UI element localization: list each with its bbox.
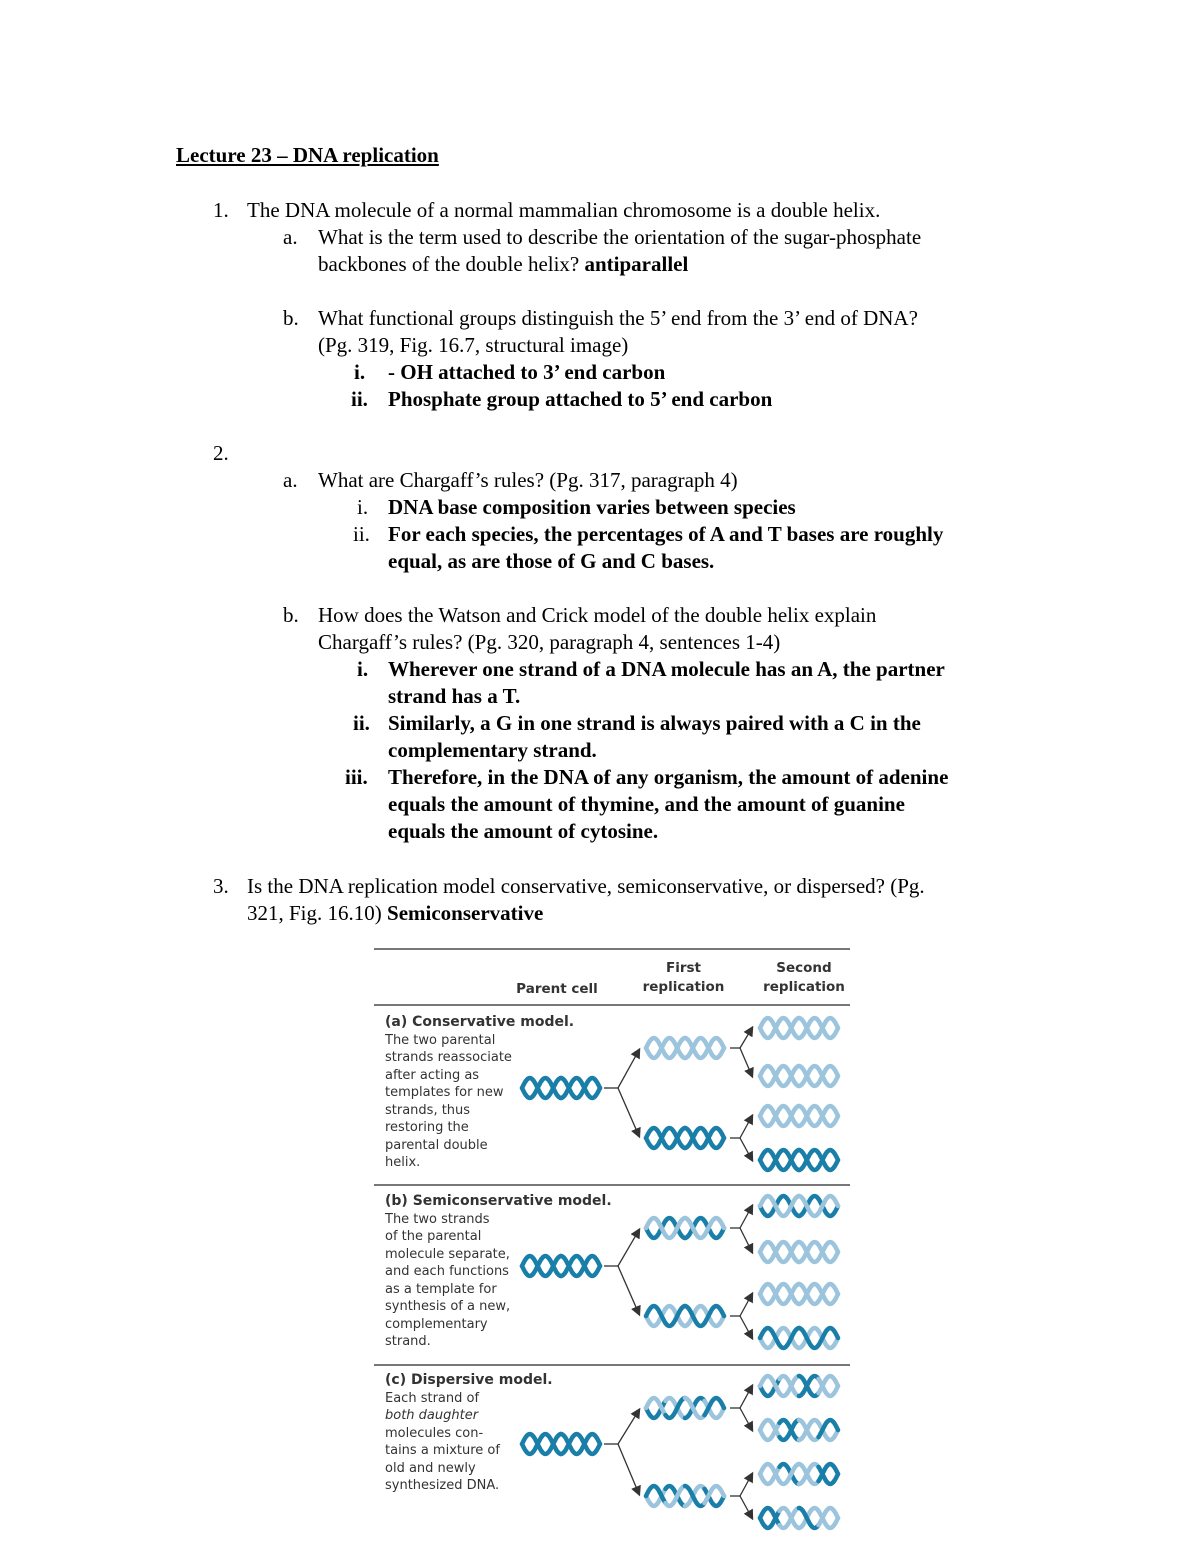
q2b-answer-3-line1: Therefore, in the DNA of any organism, the amount of adenine bbox=[388, 765, 949, 789]
q2a-line1: What are Chargaff’s rules? (Pg. 317, paragraph 4) bbox=[318, 468, 738, 492]
q3-line2: 321, Fig. 16.10) Semiconservative bbox=[247, 901, 544, 925]
q2b-answer-1-line2: strand has a T. bbox=[388, 684, 521, 708]
page-title: Lecture 23 – DNA replication bbox=[176, 143, 439, 167]
dna-helix bbox=[760, 1018, 838, 1038]
dna-helix bbox=[760, 1106, 838, 1126]
dna-helix bbox=[760, 1150, 838, 1170]
model-c-line: tains a mixture of bbox=[385, 1443, 500, 1458]
q1b-answer-1: - OH attached to 3’ end carbon bbox=[388, 360, 666, 384]
branch-arrow bbox=[740, 1228, 752, 1252]
dna-helix bbox=[760, 1066, 838, 1086]
q2b-answer-2-line2: complementary strand. bbox=[388, 738, 597, 762]
branch-arrow bbox=[740, 1496, 752, 1518]
q1b-answer-2-num: ii. bbox=[351, 387, 368, 411]
model-b-line: The two strands bbox=[385, 1211, 490, 1227]
branch-arrow bbox=[618, 1088, 639, 1136]
q1-number: 1. bbox=[213, 198, 229, 222]
model-a-label: (a) Conservative model. bbox=[385, 1014, 575, 1030]
q2b-line1: How does the Watson and Crick model of the double helix explain bbox=[318, 603, 877, 627]
q2a-letter: a. bbox=[283, 468, 298, 492]
dna-helix bbox=[522, 1078, 600, 1098]
branch-arrow bbox=[618, 1050, 639, 1088]
branch-arrow bbox=[740, 1048, 752, 1076]
replication-models-figure bbox=[374, 948, 850, 1538]
branch-arrow bbox=[740, 1386, 752, 1408]
dna-helix bbox=[760, 1464, 838, 1484]
model-a-line: restoring the bbox=[385, 1120, 469, 1135]
q2a-answer-2-num: ii. bbox=[353, 522, 370, 546]
model-a-line: helix. bbox=[385, 1155, 421, 1170]
model-b-line: synthesis of a new, bbox=[385, 1299, 511, 1314]
model-c-line: molecules con- bbox=[385, 1425, 484, 1441]
branch-arrow bbox=[740, 1294, 752, 1316]
model-b-line: as a template for bbox=[385, 1281, 497, 1297]
q2a-answer-2-line2: equal, as are those of G and C bases. bbox=[388, 549, 715, 573]
replication-diagram bbox=[374, 948, 850, 1538]
branch-arrow bbox=[740, 1206, 752, 1228]
model-a-line: templates for new bbox=[385, 1085, 504, 1100]
model-c-line: Each strand of bbox=[385, 1390, 480, 1406]
header-parent-cell: Parent cell bbox=[516, 981, 598, 997]
header-first-replication-l2: replication bbox=[642, 979, 725, 995]
model-a-line: strands reassociate bbox=[385, 1050, 512, 1065]
dna-helix bbox=[646, 1306, 724, 1326]
dna-helix bbox=[760, 1420, 838, 1440]
dna-helix bbox=[646, 1038, 724, 1058]
model-b-line: of the parental bbox=[385, 1229, 482, 1244]
q2a-answer-1: DNA base composition varies between species bbox=[388, 495, 796, 519]
q3-answer: Semiconservative bbox=[387, 901, 544, 925]
dna-helix bbox=[646, 1486, 724, 1506]
q2b-line2: Chargaff’s rules? (Pg. 320, paragraph 4, sentences 1-4) bbox=[318, 630, 781, 654]
dna-helix bbox=[760, 1196, 838, 1216]
q2b-answer-3-line3: equals the amount of cytosine. bbox=[388, 819, 659, 843]
model-c-line: synthesized DNA. bbox=[385, 1478, 500, 1493]
branch-arrow bbox=[618, 1266, 639, 1314]
q2-number: 2. bbox=[213, 441, 229, 465]
branch-arrow bbox=[740, 1028, 752, 1048]
model-a-line: after acting as bbox=[385, 1067, 480, 1083]
q1a-line2: backbones of the double helix? antiparallel bbox=[318, 252, 689, 276]
branch-arrow bbox=[618, 1444, 639, 1494]
q1-text: The DNA molecule of a normal mammalian chromosome is a double helix. bbox=[247, 198, 881, 222]
branch-arrow bbox=[618, 1410, 639, 1444]
model-b-line: and each functions bbox=[385, 1264, 509, 1279]
dna-helix bbox=[760, 1508, 838, 1528]
branch-arrow bbox=[740, 1408, 752, 1430]
model-a-line: strands, thus bbox=[385, 1102, 471, 1118]
q2b-answer-3-num: iii. bbox=[345, 765, 368, 789]
dna-helix bbox=[760, 1242, 838, 1262]
dna-helix bbox=[646, 1218, 724, 1238]
q1b-answer-2: Phosphate group attached to 5’ end carbon bbox=[388, 387, 773, 411]
q1a-letter: a. bbox=[283, 225, 298, 249]
dna-helix bbox=[760, 1376, 838, 1396]
model-a-line: The two parental bbox=[385, 1032, 496, 1048]
dna-helix bbox=[522, 1256, 600, 1276]
model-c-line: both daughter bbox=[385, 1408, 479, 1423]
model-a-line: parental double bbox=[385, 1137, 488, 1153]
q2a-answer-1-num: i. bbox=[357, 495, 369, 519]
q1b-answer-1-num: i. bbox=[354, 360, 366, 384]
q1a-line1: What is the term used to describe the orientation of the sugar-phosphate bbox=[318, 225, 922, 249]
q3-line1: Is the DNA replication model conservative, semiconservative, or dispersed? (Pg. bbox=[247, 874, 925, 898]
q1a-answer: antiparallel bbox=[584, 252, 689, 276]
dna-helix bbox=[646, 1398, 724, 1418]
q2a-answer-2-line1: For each species, the percentages of A and T bases are roughly bbox=[388, 522, 944, 546]
q2b-answer-1-line1: Wherever one strand of a DNA molecule has an A, the partner bbox=[388, 657, 945, 681]
model-c-label: (c) Dispersive model. bbox=[385, 1372, 553, 1388]
dna-helix bbox=[646, 1128, 724, 1148]
model-b-line: molecule separate, bbox=[385, 1246, 510, 1262]
model-b-line: strand. bbox=[385, 1334, 431, 1349]
q2b-answer-3-line2: equals the amount of thymine, and the amount of guanine bbox=[388, 792, 905, 816]
branch-arrow bbox=[740, 1474, 752, 1496]
q3-number: 3. bbox=[213, 874, 229, 898]
branch-arrow bbox=[740, 1316, 752, 1338]
q2b-answer-1-num: i. bbox=[357, 657, 369, 681]
dna-helix bbox=[522, 1434, 600, 1454]
model-b-label: (b) Semiconservative model. bbox=[385, 1193, 612, 1209]
model-b-line: complementary bbox=[385, 1316, 488, 1332]
branch-arrow bbox=[740, 1116, 752, 1138]
branch-arrow bbox=[618, 1230, 639, 1266]
header-first-replication-l1: First bbox=[666, 960, 701, 976]
dna-helix bbox=[760, 1328, 838, 1348]
q1b-line2: (Pg. 319, Fig. 16.7, structural image) bbox=[318, 333, 629, 357]
q1b-line1: What functional groups distinguish the 5’ end from the 3’ end of DNA? bbox=[318, 306, 918, 330]
header-second-replication-l2: replication bbox=[763, 979, 845, 995]
q2b-answer-2-num: ii. bbox=[353, 711, 370, 735]
model-c-line: old and newly bbox=[385, 1460, 476, 1476]
q2b-letter: b. bbox=[283, 603, 299, 627]
dna-helix bbox=[760, 1284, 838, 1304]
q1b-letter: b. bbox=[283, 306, 299, 330]
branch-arrow bbox=[740, 1138, 752, 1160]
q2b-answer-2-line1: Similarly, a G in one strand is always paired with a C in the bbox=[388, 711, 921, 735]
header-second-replication-l1: Second bbox=[776, 960, 832, 976]
